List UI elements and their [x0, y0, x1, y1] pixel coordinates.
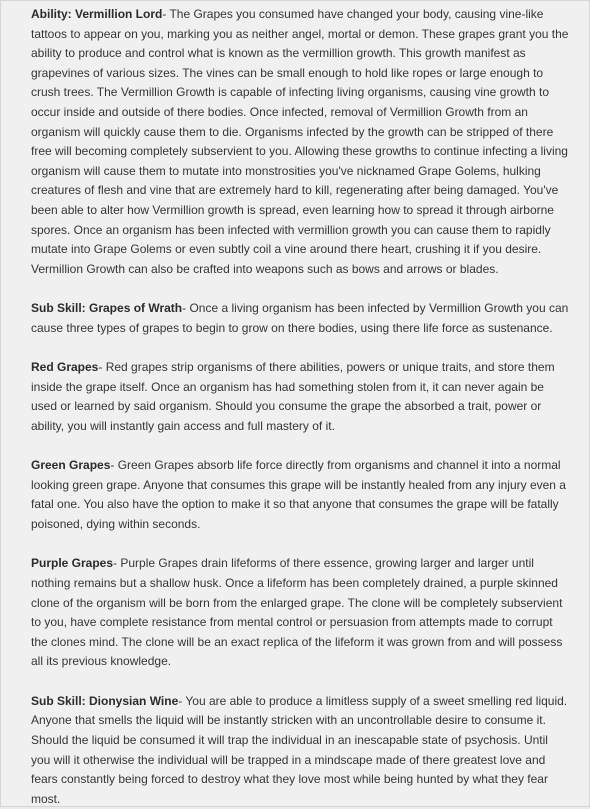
paragraph-green-grapes	[31, 456, 569, 534]
ability-description-vermillion-lord: - The Grapes you consumed have changed your body, causing vine-like tattoos to appear on you, marking you as neither angel, mortal or demon. These grapes grant you the ability to produce and control what is known as the vermillion growth. This growth manifest as grapevines of various sizes. The vines can be small enough to hold like ropes or large enough to crush trees. The Vermillion Growth is capable of infecting living organisms, causing vine growth to occur inside and outside of there bodies. Once infected, removal of Vermillion Growth from an organism will quickly cause them to die. Organisms infected by the growth can be stripped of there free will becoming completely subservient to you. Allowing these growths to continue infecting a living organism will cause them to mutate into monstrosities you've nicknamed Grape Golems, hulking creatures of flesh and vine that are extremely hard to kill, regenerating after being damaged. You've been able to alter how Vermillion growth is spread, even learning how to spread it through airborne spores. Once an organism has been infected with vermillion growth you can cause them to rapidly mutate into Grape Golems or even subtly coil a vine around there heart, crushing it if you desire. Vermillion Growth can also be crafted into weapons such as bows and arrows or blades.	[31, 7, 569, 276]
grape-title-purple: Purple Grapes	[31, 556, 114, 571]
grape-description-green: - Green Grapes absorb life force directly from organisms and channel it into a normal looking green grape. Anyone that consumes this grape will be instantly healed from any injury even a fatal one. You also have the option to make it so that anyone that consumes the grape will be fatally poisoned, dying within seconds.	[31, 458, 566, 532]
sub-skill-title-grapes-of-wrath: Sub Skill: Grapes of Wrath	[31, 301, 183, 316]
document-body	[31, 5, 569, 809]
sub-skill-title-dionysian-wine: Sub Skill: Dionysian Wine	[31, 693, 179, 708]
grape-title-green: Green Grapes	[31, 458, 111, 473]
paragraph-grapes-of-wrath	[31, 299, 569, 338]
ability-title-vermillion-lord: Ability: Vermillion Lord	[31, 7, 163, 21]
grape-description-red: - Red grapes strip organisms of there abilities, powers or unique traits, and store them inside the grape itself. Once an organism has had something stolen from it, it can never again be used or learned by said organism. Should you consume the grape the absorbed a trait, power or ability, you will instantly gain access and full mastery of it.	[31, 360, 555, 433]
sub-skill-description-dionysian-wine: - You are able to produce a limitless supply of a sweet smelling red liquid. Anyone that smells the liquid will be instantly stricken with an uncontrollable desire to consume it. Should the liquid be consumed it will trap the individual in an inescapable state of psychosis. Until you will it otherwise the individual will be trapped in a mindscape made of there greatest love and fears constantly being forced to destroy what they love most while being hunted by what they fear most.	[31, 693, 568, 806]
paragraph-vermillion-lord	[31, 5, 569, 279]
sub-skill-description-grapes-of-wrath: - Once a living organism has been infected by Vermillion Growth you can cause three types of grapes to begin to grow on there bodies, using there life force as sustenance.	[31, 301, 569, 335]
paragraph-red-grapes	[31, 358, 569, 436]
paragraph-dionysian-wine	[31, 692, 569, 809]
grape-description-purple: - Purple Grapes drain lifeforms of there essence, growing larger and larger until nothing remains but a shallow husk. Once a lifeform has been completely drained, a purple skinned clone of the organism will be born from the enlarged grape. The clone will be completely subservient to you, have complete resistance from mental control or persuasion from attempts made to corrupt the clones mind. The clone will be an exact replica of the lifeform it was grown from and will possess all its previous knowledge.	[31, 556, 563, 669]
paragraph-purple-grapes	[31, 554, 569, 672]
grape-title-red: Red Grapes	[31, 360, 99, 375]
